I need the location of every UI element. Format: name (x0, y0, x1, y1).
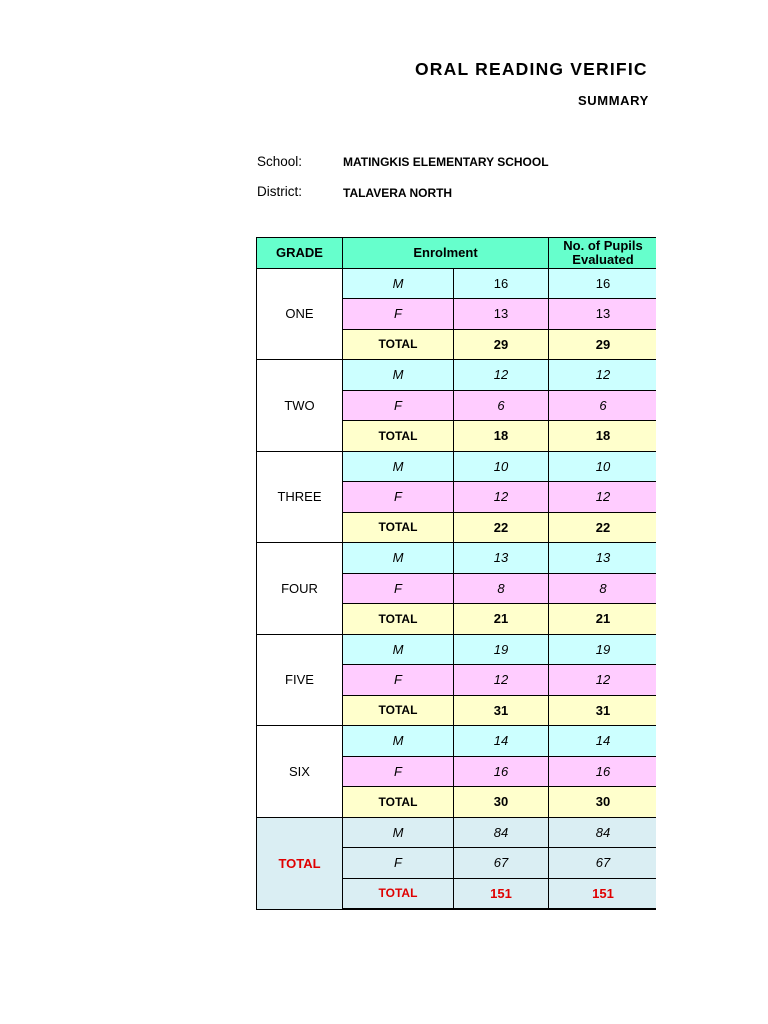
sex-label: TOTAL (343, 604, 454, 635)
pupils-evaluated-value: 67 (549, 848, 656, 879)
sex-label: M (343, 817, 454, 848)
grade-six-male-row (257, 726, 657, 757)
sex-label: F (343, 299, 454, 330)
grade-name: ONE (257, 268, 343, 360)
pupils-evaluated-value: 10 (549, 451, 656, 482)
sex-label: TOTAL (343, 787, 454, 818)
grade-name: TWO (257, 360, 343, 452)
sex-label: M (343, 726, 454, 757)
enrolment-value: 151 (454, 878, 549, 909)
pupils-evaluated-value: 12 (549, 360, 656, 391)
sex-label: M (343, 543, 454, 574)
sex-label: TOTAL (343, 878, 454, 909)
pupils-evaluated-value: 22 (549, 512, 656, 543)
enrolment-value: 14 (454, 726, 549, 757)
district-value: TALAVERA NORTH (343, 186, 453, 200)
enrolment-value: 18 (454, 421, 549, 452)
enrolment-value: 21 (454, 604, 549, 635)
enrolment-header: Enrolment (343, 238, 549, 269)
enrolment-value: 12 (454, 482, 549, 513)
pupils-evaluated-value: 30 (549, 787, 656, 818)
pupils-evaluated-value: 14 (549, 726, 656, 757)
pupils-evaluated-value: 8 (549, 573, 656, 604)
enrolment-value: 29 (454, 329, 549, 360)
school-label: School: (257, 154, 303, 169)
sex-label: F (343, 848, 454, 879)
pupils-evaluated-value: 16 (549, 756, 656, 787)
enrolment-value: 19 (454, 634, 549, 665)
pupils-evaluated-value: 6 (549, 390, 656, 421)
enrolment-value: 8 (454, 573, 549, 604)
pupils-evaluated-value: 31 (549, 695, 656, 726)
sex-label: F (343, 573, 454, 604)
sex-label: F (343, 390, 454, 421)
pupils-header-line1: No. of Pupils (563, 237, 643, 253)
enrolment-value: 13 (454, 543, 549, 574)
enrolment-value: 30 (454, 787, 549, 818)
enrolment-value: 31 (454, 695, 549, 726)
enrolment-value: 13 (454, 299, 549, 330)
grade-one-male-row (257, 268, 657, 299)
sex-label: M (343, 634, 454, 665)
sex-label: F (343, 482, 454, 513)
pupils-evaluated-value: 151 (549, 878, 656, 909)
sex-label: M (343, 268, 454, 299)
sex-label: F (343, 756, 454, 787)
grade-name: FIVE (257, 634, 343, 726)
sex-label: F (343, 665, 454, 696)
summary-table-body (257, 238, 657, 910)
enrolment-value: 84 (454, 817, 549, 848)
grade-name: THREE (257, 451, 343, 543)
pupils-header-line2: Evaluated (572, 251, 634, 267)
sex-label: M (343, 451, 454, 482)
grade-four-male-row (257, 543, 657, 574)
school-value: MATINGKIS ELEMENTARY SCHOOL (343, 155, 549, 169)
sex-label: TOTAL (343, 695, 454, 726)
grade-header: GRADE (257, 238, 343, 269)
pupils-evaluated-value: 13 (549, 543, 656, 574)
grade-five-male-row (257, 634, 657, 665)
district-label: District: (257, 184, 302, 199)
sex-label: M (343, 360, 454, 391)
pupils-evaluated-header (549, 238, 656, 269)
enrolment-value: 12 (454, 665, 549, 696)
enrolment-value: 16 (454, 268, 549, 299)
pupils-evaluated-value: 13 (549, 299, 656, 330)
enrolment-value: 22 (454, 512, 549, 543)
document-title: ORAL READING VERIFIC (415, 59, 648, 79)
sex-label: TOTAL (343, 329, 454, 360)
header-row (257, 238, 657, 269)
grade-three-male-row (257, 451, 657, 482)
pupils-evaluated-value: 21 (549, 604, 656, 635)
enrolment-value: 12 (454, 360, 549, 391)
grade-two-male-row (257, 360, 657, 391)
pupils-evaluated-value: 12 (549, 665, 656, 696)
pupils-evaluated-value: 84 (549, 817, 656, 848)
pupils-evaluated-value: 19 (549, 634, 656, 665)
pupils-evaluated-value: 29 (549, 329, 656, 360)
pupils-evaluated-value: 12 (549, 482, 656, 513)
enrolment-value: 10 (454, 451, 549, 482)
grade-name: SIX (257, 726, 343, 818)
grade-name: FOUR (257, 543, 343, 635)
enrolment-value: 6 (454, 390, 549, 421)
grand-total-male-row (257, 817, 657, 848)
enrolment-value: 67 (454, 848, 549, 879)
grand-total-label: TOTAL (257, 817, 343, 909)
enrolment-value: 16 (454, 756, 549, 787)
sex-label: TOTAL (343, 512, 454, 543)
document-subtitle: SUMMARY (578, 93, 649, 108)
pupils-evaluated-value: 16 (549, 268, 656, 299)
pupils-evaluated-value: 18 (549, 421, 656, 452)
sex-label: TOTAL (343, 421, 454, 452)
summary-table (256, 237, 656, 910)
